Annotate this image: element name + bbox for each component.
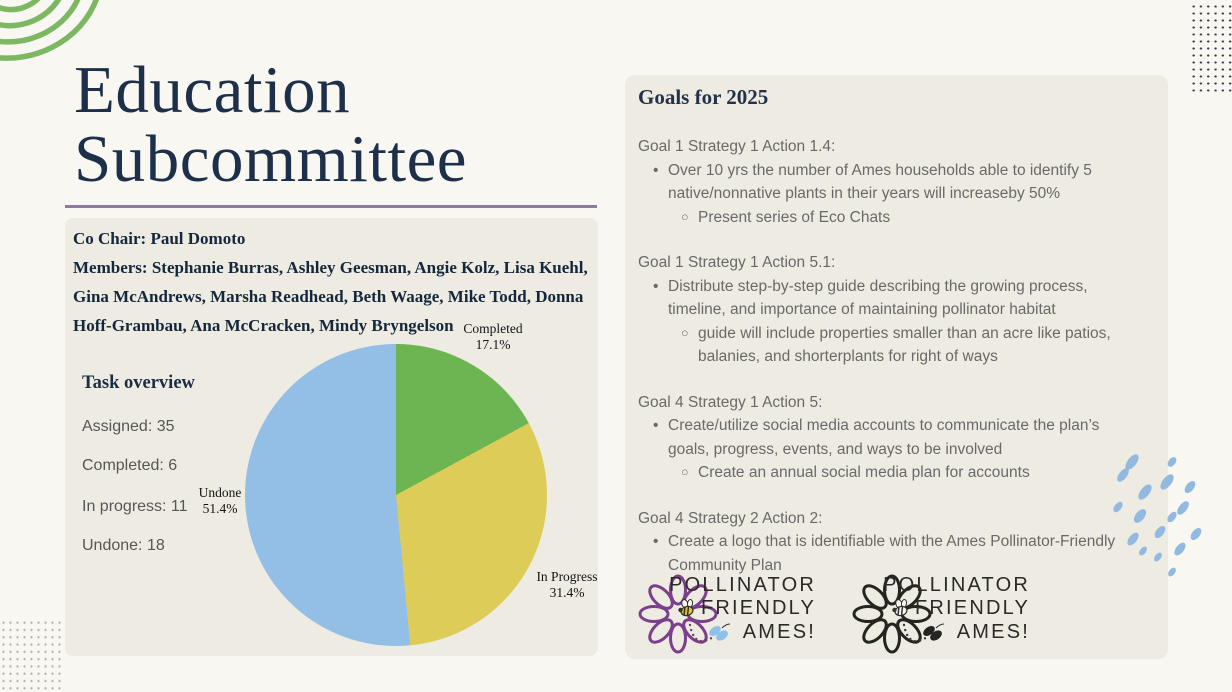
butterfly-icon — [707, 624, 730, 643]
raindrops-icon — [1088, 444, 1218, 579]
goal-section-1-sub-bullet: ○ Present series of Eco Chats — [638, 206, 1142, 230]
members-text: Members: Stephanie Burras, Ashley Geesman, Angie Kolz, Lisa Kuehl, Gina McAndrews, Marsha Readhead, Beth Waage, Mike Todd, Donna Hoff-Grambau, Ana McCracken, Mindy Bryngelson — [73, 258, 588, 335]
stat-assigned: Assigned: 35 — [82, 418, 175, 435]
logo-line-friendly: FRIENDLY — [914, 597, 1030, 619]
pie-chart — [245, 344, 547, 646]
logos-row — [632, 567, 1036, 655]
page-title-line1: Education — [74, 53, 351, 127]
stat-undone: Undone: 18 — [82, 537, 165, 554]
goal-section-2-bullet: • Distribute step-by-step guide describing the growing process, timeline, and importance of maintaining pollinator habitat — [638, 275, 1142, 322]
page-title — [74, 53, 468, 196]
pie-label-in-progress — [527, 569, 607, 601]
logo-line-pollinator: POLLINATOR — [669, 574, 816, 596]
goals-sections — [625, 135, 1168, 577]
logo-line-ames: AMES! — [742, 621, 816, 643]
butterfly-icon — [921, 624, 944, 643]
pie-label-completed — [453, 321, 533, 353]
goal-section-3-heading: Goal 4 Strategy 1 Action 5: — [638, 393, 823, 411]
stat-in-progress: In progress: 11 — [82, 498, 188, 515]
dot-grid-top-right — [1190, 3, 1232, 93]
goal-section-1 — [638, 135, 1142, 229]
goal-section-3-sub-bullet: ○ Create an annual social media plan for accounts — [638, 461, 1142, 485]
goal-section-3-bullet: • Create/utilize social media accounts to communicate the plan’s goals, progress, events, and ways to be involved — [638, 414, 1142, 461]
goal-section-2 — [638, 251, 1142, 369]
pie-label-completed-name: Completed — [463, 321, 523, 336]
goals-heading: Goals for 2025 — [638, 85, 769, 109]
goals-card — [625, 75, 1168, 659]
goal-section-1-bullet: • Over 10 yrs the number of Ames households able to identify 5 native/nonnative plants in their years will increaseby 50% — [638, 159, 1142, 206]
pie-label-in-progress-name: In Progress — [536, 569, 598, 584]
goal-section-1-heading: Goal 1 Strategy 1 Action 1.4: — [638, 138, 836, 155]
goal-section-4-heading: Goal 4 Strategy 2 Action 2: — [638, 509, 823, 527]
co-chair-text: Co Chair: Paul Domoto — [73, 229, 246, 248]
pie-label-undone — [187, 485, 253, 517]
logo-line-pollinator: POLLINATOR — [883, 574, 1030, 596]
title-divider — [65, 205, 597, 208]
goal-section-3 — [638, 391, 1142, 485]
page-title-line2: Subcommittee — [74, 122, 468, 196]
pie-label-in-progress-pct: 31.4% — [549, 585, 585, 600]
pollinator-friendly-ames-logo-mono — [846, 567, 1036, 655]
task-overview-heading: Task overview — [82, 373, 195, 393]
pie-label-completed-pct: 17.1% — [475, 337, 511, 352]
goal-section-4-bullet: • Create a logo that is identifiable with the Ames Pollinator-Friendly Community Plan — [638, 530, 1142, 577]
committee-card — [65, 218, 598, 656]
goal-section-2-sub-bullet: ○ guide will include properties smaller than an acre like patios, balanies, and shorterplants for right of ways — [638, 322, 1142, 369]
logo-line-friendly: FRIENDLY — [700, 597, 816, 619]
dot-grid-bottom-left — [0, 619, 64, 692]
pollinator-friendly-ames-logo-color — [632, 567, 822, 655]
pie-label-undone-pct: 51.4% — [202, 501, 238, 516]
logo-line-ames: AMES! — [956, 621, 1030, 643]
stat-completed: Completed: 6 — [82, 457, 178, 474]
goal-section-2-heading: Goal 1 Strategy 1 Action 5.1: — [638, 254, 836, 271]
pie-label-undone-name: Undone — [198, 485, 242, 500]
